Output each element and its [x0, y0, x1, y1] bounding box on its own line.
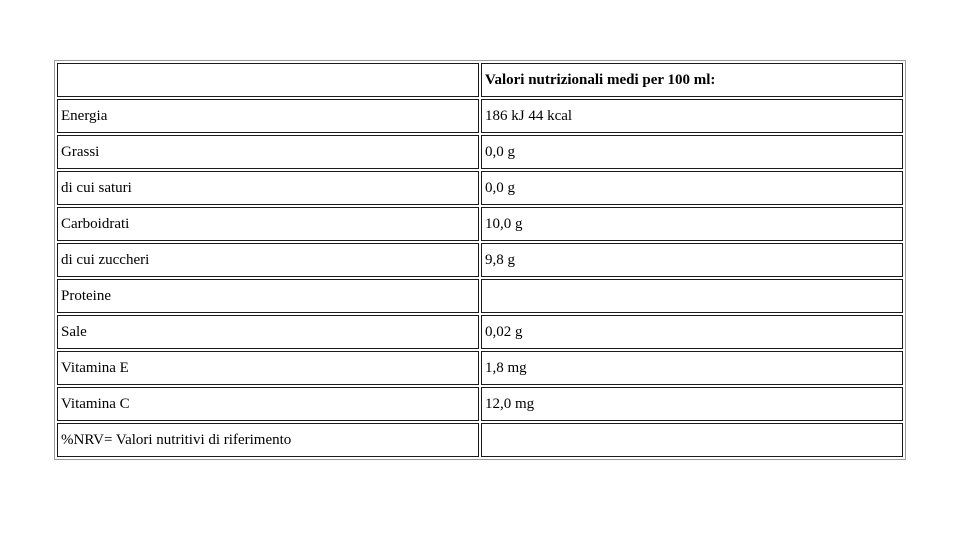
nutrient-label: Sale	[57, 315, 479, 349]
table-header-row	[57, 63, 903, 97]
nutrient-value: 186 kJ 44 kcal	[481, 99, 903, 133]
nutrient-value: 12,0 mg	[481, 387, 903, 421]
table-row	[57, 135, 903, 169]
table-row	[57, 279, 903, 313]
header-value-cell: Valori nutrizionali medi per 100 ml:	[481, 63, 903, 97]
table-row	[57, 243, 903, 277]
nutrient-label: di cui zuccheri	[57, 243, 479, 277]
nutrient-label: Proteine	[57, 279, 479, 313]
nutrient-value: 0,0 g	[481, 171, 903, 205]
table-row	[57, 351, 903, 385]
nutrient-value: 0,02 g	[481, 315, 903, 349]
nutrition-table	[54, 60, 906, 460]
nutrient-label: Vitamina C	[57, 387, 479, 421]
table-row	[57, 423, 903, 457]
nutrient-label: Carboidrati	[57, 207, 479, 241]
table-row	[57, 207, 903, 241]
nutrient-label: Vitamina E	[57, 351, 479, 385]
nutrient-value: 10,0 g	[481, 207, 903, 241]
nutrient-label: %NRV= Valori nutritivi di riferimento	[57, 423, 479, 457]
nutrient-label: Grassi	[57, 135, 479, 169]
nutrient-value	[481, 279, 903, 313]
table-row	[57, 99, 903, 133]
nutrient-value: 0,0 g	[481, 135, 903, 169]
nutrient-label: Energia	[57, 99, 479, 133]
table-row	[57, 171, 903, 205]
table-row	[57, 315, 903, 349]
nutrient-value: 1,8 mg	[481, 351, 903, 385]
nutrient-value	[481, 423, 903, 457]
nutrient-label: di cui saturi	[57, 171, 479, 205]
header-label-cell	[57, 63, 479, 97]
nutrient-value: 9,8 g	[481, 243, 903, 277]
table-row	[57, 387, 903, 421]
